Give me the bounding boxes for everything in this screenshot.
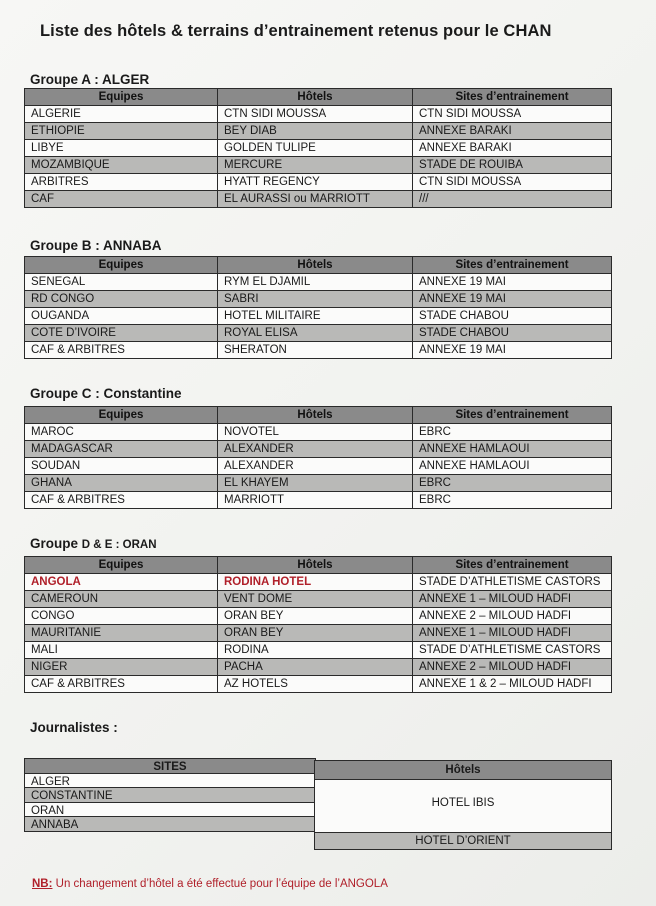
table-row	[25, 492, 612, 509]
group-b-title: Groupe B : ANNABA	[30, 238, 162, 253]
footnote-text: Un changement d’hôtel a été effectué pour l’équipe de l’ANGOLA	[52, 878, 388, 890]
hotel-cell: MERCURE	[218, 157, 413, 174]
training-site-cell: ANNEXE 19 MAI	[413, 342, 612, 359]
document-title: Liste des hôtels & terrains d’entrainement retenus pour le CHAN	[40, 22, 552, 40]
hotel-cell: PACHA	[218, 659, 413, 676]
training-site-cell: ANNEXE 19 MAI	[413, 291, 612, 308]
site-cell: ALGER	[24, 773, 316, 789]
team-cell: COTE D’IVOIRE	[25, 325, 218, 342]
hotel-cell: EL KHAYEM	[218, 475, 413, 492]
training-site-cell: ANNEXE 1 – MILOUD HADFI	[413, 591, 612, 608]
table-row	[25, 123, 612, 140]
table-row	[25, 308, 612, 325]
training-site-cell: ANNEXE BARAKI	[413, 140, 612, 157]
table-row	[25, 140, 612, 157]
training-site-cell: ANNEXE 1 – MILOUD HADFI	[413, 625, 612, 642]
group-b-table	[24, 256, 612, 359]
table-row	[25, 106, 612, 123]
team-cell: SOUDAN	[25, 458, 218, 475]
table-row	[25, 475, 612, 492]
hotel-cell: AZ HOTELS	[218, 676, 413, 693]
hotel-cell: RODINA	[218, 642, 413, 659]
team-cell: ARBITRES	[25, 174, 218, 191]
group-c-table	[24, 406, 612, 509]
hotel-cell: HOTEL MILITAIRE	[218, 308, 413, 325]
hotel-cell: ORAN BEY	[218, 608, 413, 625]
sites-header: SITES	[24, 758, 316, 774]
training-site-cell: ANNEXE 19 MAI	[413, 274, 612, 291]
team-cell: ETHIOPIE	[25, 123, 218, 140]
training-site-cell: ANNEXE HAMLAOUI	[413, 441, 612, 458]
team-cell: CAF & ARBITRES	[25, 342, 218, 359]
training-site-cell: EBRC	[413, 492, 612, 509]
table-row	[25, 458, 612, 475]
site-cell: ANNABA	[24, 816, 316, 832]
col-hotels-header: Hôtels	[218, 407, 413, 424]
training-site-cell: STADE DE ROUIBA	[413, 157, 612, 174]
journalistes-hotels-column	[314, 760, 612, 850]
training-site-cell: CTN SIDI MOUSSA	[413, 174, 612, 191]
training-site-cell: ANNEXE 2 – MILOUD HADFI	[413, 608, 612, 625]
team-cell: CONGO	[25, 608, 218, 625]
team-cell: GHANA	[25, 475, 218, 492]
hotel-cell: ROYAL ELISA	[218, 325, 413, 342]
team-cell: MADAGASCAR	[25, 441, 218, 458]
table-row	[25, 441, 612, 458]
hotel-cell: ORAN BEY	[218, 625, 413, 642]
footnote-label: NB:	[32, 878, 53, 890]
table-row	[25, 274, 612, 291]
hotel-cell: RODINA HOTEL	[218, 574, 413, 591]
team-cell: MOZAMBIQUE	[25, 157, 218, 174]
hotel-cell: HYATT REGENCY	[218, 174, 413, 191]
hotel-cell: BEY DIAB	[218, 123, 413, 140]
hotel-cell: SHERATON	[218, 342, 413, 359]
table-row	[25, 174, 612, 191]
hotel-orient: HOTEL D’ORIENT	[315, 832, 611, 849]
hotel-cell: CTN SIDI MOUSSA	[218, 106, 413, 123]
table-row	[25, 574, 612, 591]
group-a-title: Groupe A : ALGER	[30, 72, 150, 87]
team-cell: MAROC	[25, 424, 218, 441]
group-d-title-prefix: Groupe	[30, 536, 79, 551]
team-cell: MALI	[25, 642, 218, 659]
table-row	[25, 642, 612, 659]
team-cell: ANGOLA	[25, 574, 218, 591]
hotel-ibis: HOTEL IBIS	[431, 797, 495, 809]
training-site-cell: ANNEXE 1 & 2 – MILOUD HADFI	[413, 676, 612, 693]
table-row	[25, 625, 612, 642]
col-hotels-header: Hôtels	[218, 257, 413, 274]
group-d-title-suffix: D & E : ORAN	[81, 539, 157, 551]
team-cell: LIBYE	[25, 140, 218, 157]
group-d-title	[30, 536, 157, 551]
table-row	[25, 342, 612, 359]
training-site-cell: EBRC	[413, 475, 612, 492]
col-equipes-header: Equipes	[25, 89, 218, 106]
table-row	[25, 608, 612, 625]
col-sites-header: Sites d’entrainement	[413, 407, 612, 424]
training-site-cell: ANNEXE HAMLAOUI	[413, 458, 612, 475]
table-row	[25, 676, 612, 693]
hotel-cell: ALEXANDER	[218, 458, 413, 475]
training-site-cell: CTN SIDI MOUSSA	[413, 106, 612, 123]
training-site-cell: STADE D’ATHLETISME CASTORS	[413, 574, 612, 591]
col-sites-header: Sites d’entrainement	[413, 89, 612, 106]
group-a-table	[24, 88, 612, 208]
team-cell: SENEGAL	[25, 274, 218, 291]
journalistes-sites-column	[24, 758, 316, 832]
training-site-cell: STADE CHABOU	[413, 308, 612, 325]
team-cell: RD CONGO	[25, 291, 218, 308]
hotels-header: Hôtels	[315, 761, 611, 780]
training-site-cell: ANNEXE 2 – MILOUD HADFI	[413, 659, 612, 676]
team-cell: CAF & ARBITRES	[25, 492, 218, 509]
journalistes-table	[24, 758, 612, 850]
training-site-cell: STADE D’ATHLETISME CASTORS	[413, 642, 612, 659]
hotel-cell: VENT DOME	[218, 591, 413, 608]
hotel-cell: EL AURASSI ou MARRIOTT	[218, 191, 413, 208]
team-cell: OUGANDA	[25, 308, 218, 325]
team-cell: ALGERIE	[25, 106, 218, 123]
col-equipes-header: Equipes	[25, 557, 218, 574]
group-d-table	[24, 556, 612, 693]
col-sites-header: Sites d’entrainement	[413, 257, 612, 274]
team-cell: CAMEROUN	[25, 591, 218, 608]
hotel-cell: RYM EL DJAMIL	[218, 274, 413, 291]
footnote	[32, 878, 388, 890]
hotel-cell: SABRI	[218, 291, 413, 308]
table-row	[25, 157, 612, 174]
hotel-cell: ALEXANDER	[218, 441, 413, 458]
journalistes-title: Journalistes :	[30, 720, 118, 735]
table-row	[25, 191, 612, 208]
team-cell: MAURITANIE	[25, 625, 218, 642]
col-equipes-header: Equipes	[25, 407, 218, 424]
table-row	[25, 659, 612, 676]
team-cell: CAF & ARBITRES	[25, 676, 218, 693]
hotel-cell: GOLDEN TULIPE	[218, 140, 413, 157]
col-hotels-header: Hôtels	[218, 89, 413, 106]
hotel-cell: MARRIOTT	[218, 492, 413, 509]
site-cell: ORAN	[24, 802, 316, 818]
col-sites-header: Sites d’entrainement	[413, 557, 612, 574]
training-site-cell: STADE CHABOU	[413, 325, 612, 342]
table-row	[25, 325, 612, 342]
group-c-title: Groupe C : Constantine	[30, 386, 182, 401]
table-row	[25, 424, 612, 441]
table-row	[25, 591, 612, 608]
team-cell: CAF	[25, 191, 218, 208]
training-site-cell: EBRC	[413, 424, 612, 441]
training-site-cell: ANNEXE BARAKI	[413, 123, 612, 140]
table-row	[25, 291, 612, 308]
team-cell: NIGER	[25, 659, 218, 676]
training-site-cell: ///	[413, 191, 612, 208]
site-cell: CONSTANTINE	[24, 787, 316, 803]
hotel-cell: NOVOTEL	[218, 424, 413, 441]
col-equipes-header: Equipes	[25, 257, 218, 274]
col-hotels-header: Hôtels	[218, 557, 413, 574]
